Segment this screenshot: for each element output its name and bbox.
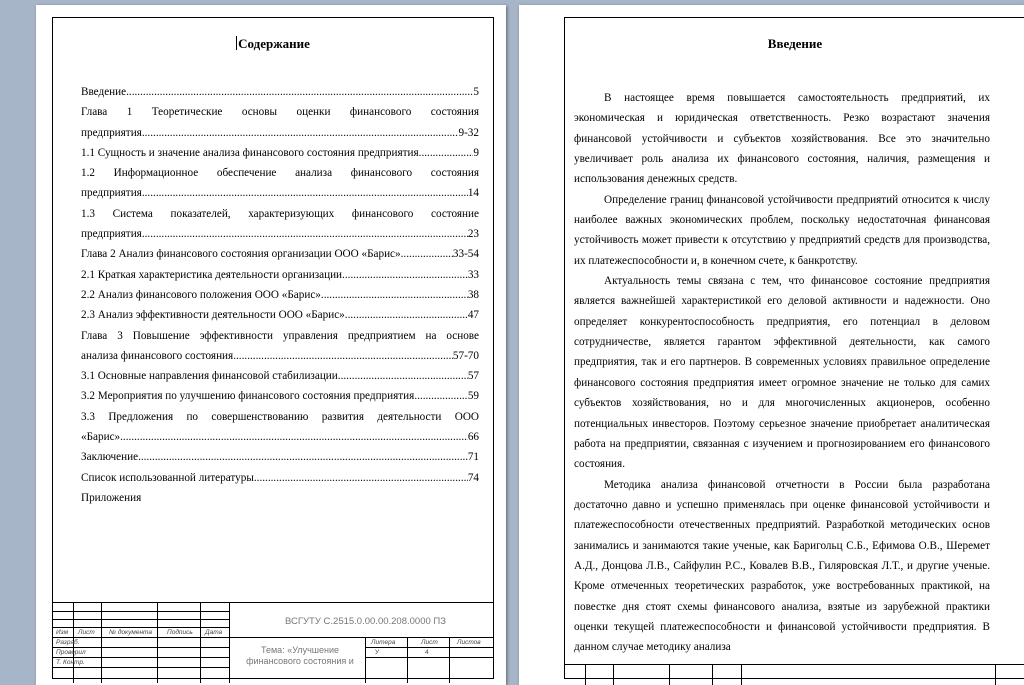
page-introduction bbox=[519, 5, 1024, 685]
stamp-line bbox=[449, 637, 450, 683]
toc-entry[interactable]: 2.3 Анализ эффективности деятельности ООО «Барис» ..... 47 bbox=[81, 305, 479, 325]
title-block-stamp bbox=[565, 664, 1024, 685]
contents-heading: Содержание bbox=[238, 36, 310, 51]
paragraph[interactable]: Актуальность темы связана с тем, что финансовое состояние предприятия является важнейшей характеристикой его деловой активности и надежности. Оно определяет конкурентоспособность предприятия, его потенциал в деловом сотрудничестве, является гарантом эффективной деятельности, как самого предприятия, так и его партнеров. В современных условиях правильное определение финансового состояния предприятия имеет огромное значение не только для самих субъектов хозяйствования, но и для многочисленных акционеров, особенно потенциальных инвесторов. Поэтому серьезное значение приобретает аналитическая работа на предприятии, связанная с изучением и прогнозированием его финансового состояния. bbox=[574, 275, 990, 471]
stamp-line bbox=[712, 665, 713, 685]
stamp-line bbox=[585, 665, 586, 685]
stamp-line bbox=[741, 665, 742, 685]
toc-entry[interactable]: Глава 2 Анализ финансового состояния организации ООО «Барис» ..... 33-54 bbox=[81, 244, 479, 264]
stamp-line bbox=[53, 637, 493, 638]
toc-entry[interactable]: Приложения bbox=[81, 491, 142, 504]
toc-entry[interactable]: 1.1 Сущность и значение анализа финансового состояния предприятия ..... 9 bbox=[81, 143, 479, 163]
page-frame bbox=[52, 17, 494, 679]
stamp-line bbox=[365, 657, 493, 658]
stamp-sheet-label: Лист bbox=[421, 639, 438, 646]
stamp-line bbox=[53, 657, 229, 658]
toc-entry-continued[interactable]: предприятия ..... 14 bbox=[81, 183, 479, 203]
stamp-col-label: Подпись bbox=[167, 629, 193, 636]
stamp-row-label: Разраб. bbox=[56, 639, 80, 646]
stamp-col-label: Дата bbox=[205, 629, 223, 636]
toc-entry[interactable]: Заключение ..... 71 bbox=[81, 447, 479, 467]
page-contents bbox=[36, 5, 506, 685]
stamp-line bbox=[53, 667, 229, 668]
stamp-line bbox=[229, 603, 230, 683]
stamp-line bbox=[157, 603, 158, 683]
table-of-contents bbox=[81, 82, 479, 508]
stamp-line bbox=[53, 611, 229, 612]
stamp-line bbox=[365, 637, 366, 683]
toc-entry[interactable]: 1.3 Система показателей, характеризующих финансового состояние bbox=[81, 207, 479, 220]
stamp-sheets-label: Листов bbox=[457, 639, 481, 646]
toc-entry-continued[interactable]: анализа финансового состояния ..... 57-70 bbox=[81, 346, 479, 366]
toc-entry[interactable]: 2.2 Анализ финансового положения ООО «Барис» ..... 38 bbox=[81, 285, 479, 305]
paragraph[interactable]: В настоящее время повышается самостоятельность предприятий, их экономическая и юридическая ответственность. Резко возрастают значения финансовой устойчивости и субъектов хозяйствования. Все это значительно увеличивает роль анализа их финансового состояния, наличия, размещения и использования денежных средств. bbox=[574, 92, 990, 186]
stamp-line bbox=[613, 665, 614, 685]
toc-entry[interactable]: 3.3 Предложения по совершенствованию развития деятельности ООО bbox=[81, 410, 479, 423]
stamp-line bbox=[101, 603, 102, 683]
text-cursor bbox=[236, 36, 237, 50]
toc-entry[interactable]: 3.2 Мероприятия по улучшению финансового состояния предприятия ..... 59 bbox=[81, 386, 479, 406]
stamp-col-label: Изм bbox=[56, 629, 69, 636]
toc-entry[interactable]: 1.2 Информационное обеспечение анализа финансового состояния bbox=[81, 167, 479, 180]
introduction-heading: Введение bbox=[767, 36, 823, 51]
stamp-col-label: № документа bbox=[109, 629, 152, 636]
title-block-stamp bbox=[53, 602, 493, 683]
stamp-litera-value: У bbox=[375, 649, 380, 656]
toc-entry[interactable]: Список использованной литературы ..... 74 bbox=[81, 468, 479, 488]
stamp-line bbox=[995, 665, 996, 685]
toc-entry-continued[interactable]: предприятия ..... 9-32 bbox=[81, 123, 479, 143]
stamp-row-label: Т. Контр. bbox=[56, 659, 85, 666]
page-frame bbox=[564, 17, 1024, 679]
stamp-line bbox=[53, 647, 229, 648]
stamp-line bbox=[200, 603, 201, 683]
stamp-line bbox=[365, 647, 493, 648]
toc-entry[interactable]: Введение ..... 5 bbox=[81, 82, 479, 102]
toc-entry[interactable]: 2.1 Краткая характеристика деятельности организации ..... 33 bbox=[81, 265, 479, 285]
stamp-col-label: Лист bbox=[78, 629, 95, 636]
stamp-line bbox=[53, 627, 229, 628]
stamp-row-label: Проверил bbox=[56, 649, 86, 656]
stamp-line bbox=[407, 637, 408, 683]
introduction-body[interactable] bbox=[574, 88, 990, 658]
paragraph[interactable]: Методика анализа финансовой отчетности в России была разработана достаточно давно и успешно применялась при оценке финансовой устойчивости и платежеспособности отечественных предприятий. Разработкой методических основ занимались и занимаются такие ученые, как Баригольц С.Б., Ефимова О.В., Шеремет А.Д., Донцова Л.В., Сайфулин Р.С., Ковалев В.В., Гиляровская Л.Т., и другие ученые. Кроме отмеченных теоретических разработок, уже востребованных практикой, на повестке дня стоят схемы финансового анализа, взятые из зарубежной практики оценки текущей платежеспособности и финансовой устойчивости предприятия. В данном случае методику анализа bbox=[574, 478, 990, 654]
stamp-line bbox=[53, 619, 229, 620]
stamp-theme: Тема: «Улучшение финансового состояния и bbox=[246, 645, 354, 666]
toc-entry[interactable]: 3.1 Основные направления финансовой стабилизации ..... 57 bbox=[81, 366, 479, 386]
stamp-sheet-value: 4 bbox=[425, 649, 429, 656]
toc-entry[interactable]: Глава 3 Повышение эффективности управления предприятием на основе bbox=[81, 329, 479, 342]
document-code: ВСГУТУ С.2515.0.00.00.208.0000 ПЗ bbox=[285, 616, 446, 627]
stamp-line bbox=[669, 665, 670, 685]
toc-entry[interactable]: Глава 1 Теоретические основы оценки финансового состояния bbox=[81, 106, 479, 119]
paragraph[interactable]: Определение границ финансовой устойчивости предприятий относится к числу наиболее важных экономических проблем, поскольку недостаточная финансовая устойчивость может привести к отсутствию у предприятий средств для производства, их платежеспособности и, в конечном счете, к банкротству. bbox=[574, 193, 990, 267]
toc-entry-continued[interactable]: предприятия ..... 23 bbox=[81, 224, 479, 244]
toc-entry-continued[interactable]: «Барис» ..... 66 bbox=[81, 427, 479, 447]
stamp-litera-label: Литера bbox=[371, 639, 396, 646]
